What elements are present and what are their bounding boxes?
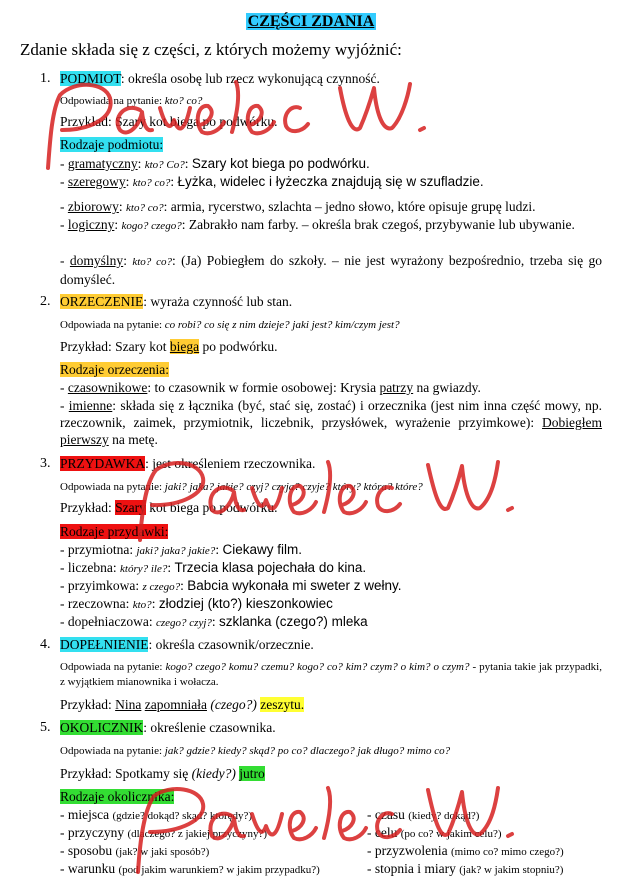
section-3-question: Odpowiada na pytanie: jaki? jaka? jakie? czyj? czyja? czyje? który? która? które? bbox=[60, 481, 423, 493]
okolicznik-left-1: - miejsca (gdzie? dokąd? skąd? którędy?) bbox=[60, 807, 253, 822]
orzeczenie-term: ORZECZENIE bbox=[60, 294, 144, 309]
section-5-question: Odpowiada na pytanie: jak? gdzie? kiedy? skąd? po co? dlaczego? jak długo? mimo co? bbox=[60, 745, 451, 757]
orzeczenie-type-1: - czasownikowe: to czasownik w formie osobowej: Krysia patrzy na gwiazdy. bbox=[60, 380, 481, 395]
section-5-types-heading: Rodzaje okolicznika: bbox=[60, 789, 175, 804]
okolicznik-right-3: - przyzwolenia (mimo co? mimo czego?) bbox=[367, 843, 564, 858]
section-4-question: Odpowiada na pytanie: kogo? czego? komu? czemu? kogo? co? kim? czym? o kim? o czym? - pytania takie jak przypadki, z wyjątkiem mianownika i wołacza. bbox=[60, 661, 602, 688]
okolicznik-left-3: - sposobu (jak? w jaki sposób?) bbox=[60, 843, 210, 858]
podmiot-type-2: - szeregowy: kto? co?: Łyżka, widelec i łyżeczka znajdują się w szufladzie. bbox=[60, 174, 484, 189]
section-1-types-heading: Rodzaje podmiotu: bbox=[60, 137, 164, 152]
okolicznik-right-2: - celu (po co? w jakim celu?) bbox=[367, 825, 502, 840]
podmiot-type-5: - domyślny: kto? co?: (Ja) Pobiegłem do szkoły. – nie jest wyrażony bezpośrednio, trzeba się go domyśleć. bbox=[60, 253, 602, 287]
podmiot-type-4: - logiczny: kogo? czego?: Zabrakło nam farby. – określa brak czegoś, przybywanie lub ubywanie. bbox=[60, 217, 575, 232]
okolicznik-term: OKOLICZNIK bbox=[60, 720, 144, 735]
page-title: CZĘŚCI ZDANIA bbox=[247, 13, 375, 30]
section-2-number: 2. bbox=[40, 294, 51, 309]
przydawka-type-4: - rzeczowna: kto?: złodziej (kto?) kieszonkowiec bbox=[60, 596, 333, 611]
section-2-question: Odpowiada na pytanie: co robi? co się z nim dzieje? jaki jest? kim/czym jest? bbox=[60, 319, 400, 331]
section-2-example: Przykład: Szary kot biega po podwórku. bbox=[60, 339, 278, 354]
okolicznik-right-4: - stopnia i miary (jak? w jakim stopniu?) bbox=[367, 861, 564, 876]
section-4-number: 4. bbox=[40, 637, 51, 652]
przydawka-type-5: - dopełniaczowa: czego? czyj?: szklanka (czego?) mleka bbox=[60, 614, 368, 629]
section-2-definition: ORZECZENIE: wyraża czynność lub stan. bbox=[60, 294, 293, 309]
przydawka-type-1: - przymiotna: jaki? jaka? jakie?: Ciekawy film. bbox=[60, 542, 302, 557]
section-5-example: Przykład: Spotkamy się (kiedy?) jutro bbox=[60, 766, 265, 781]
przydawka-type-3: - przyimkowa: z czego?: Babcia wykonała mi sweter z wełny. bbox=[60, 578, 402, 593]
przydawka-type-2: - liczebna: który? ile?: Trzecia klasa pojechała do kina. bbox=[60, 560, 367, 575]
section-4-example: Przykład: Nina zapomniała (czego?) zeszytu. bbox=[60, 697, 305, 712]
section-1-definition: PODMIOT: określa osobę lub rzecz wykonującą czynność. bbox=[60, 71, 380, 86]
section-1-number: 1. bbox=[40, 71, 51, 86]
section-3-definition: PRZYDAWKA: jest określeniem rzeczownika. bbox=[60, 456, 316, 471]
orzeczenie-type-2: - imienne: składa się z łącznika (być, stać się, zostać) i orzecznika (jest nim inna część mowy, np. rzeczownik, zaimek, przymiotnik, liczebnik, przysłówek, wyrażenie przyimkowe): Dobiegłem pierwszy na metę. bbox=[60, 398, 603, 447]
section-3-types-heading: Rodzaje przydawki: bbox=[60, 524, 169, 539]
dopelnienie-term: DOPEŁNIENIE bbox=[60, 637, 149, 652]
podmiot-type-1: - gramatyczny: kto? Co?: Szary kot biega po podwórku. bbox=[60, 156, 370, 171]
okolicznik-left-2: - przyczyny (dlaczego? z jakiej przyczyny?) bbox=[60, 825, 268, 840]
section-2-types-heading: Rodzaje orzeczenia: bbox=[60, 362, 170, 377]
section-4-definition: DOPEŁNIENIE: określa czasownik/orzecznie. bbox=[60, 637, 314, 652]
section-1-example: Przykład: Szary kot biega po podwórku. bbox=[60, 114, 278, 129]
okolicznik-right-1: - czasu (kiedy? dokąd?) bbox=[367, 807, 480, 822]
okolicznik-left-4: - warunku (pod jakim warunkiem? w jakim przypadku?) bbox=[60, 861, 320, 876]
section-5-number: 5. bbox=[40, 720, 51, 735]
intro-text: Zdanie składa się z części, z których możemy wyjóżnić: bbox=[20, 40, 402, 59]
section-1-question: Odpowiada na pytanie: kto? co? bbox=[60, 95, 203, 107]
section-3-number: 3. bbox=[40, 456, 51, 471]
podmiot-type-3: - zbiorowy: kto? co?: armia, rycerstwo, szlachta – jedno słowo, które opisuje grupę ludzi. bbox=[60, 199, 536, 214]
section-3-example: Przykład: Szary kot biega po podwórku. bbox=[60, 500, 278, 515]
section-5-definition: OKOLICZNIK: określenie czasownika. bbox=[60, 720, 276, 735]
podmiot-term: PODMIOT bbox=[60, 71, 121, 86]
przydawka-term: PRZYDAWKA bbox=[60, 456, 146, 471]
